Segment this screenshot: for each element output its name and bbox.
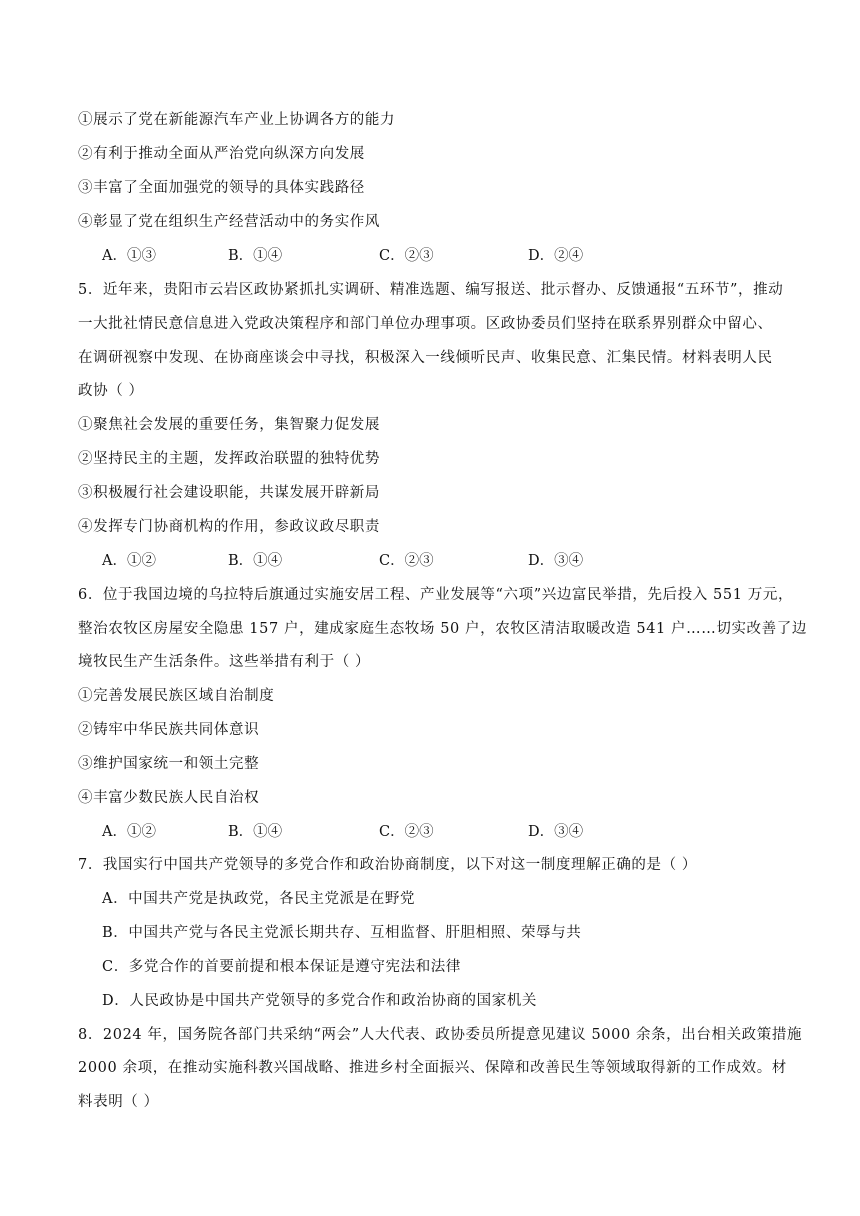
q6-option-d: D．③④ — [528, 824, 584, 840]
q5-statement-2: ②坚持民主的主题，发挥政治联盟的独特优势 — [78, 451, 380, 467]
q7-option-c: C．多党合作的首要前提和根本保证是遵守宪法和法律 — [102, 959, 461, 975]
q8-stem-line-2: 2000 余项，在推动实施科教兴国战略、推进乡村全面振兴、保障和改善民生等领域取得新的工作成效。材 — [78, 1060, 787, 1076]
q6-statement-1: ①完善发展民族区域自治制度 — [78, 688, 275, 704]
q6-stem-line-2: 整治农牧区房屋安全隐患 157 户，建成家庭生态牧场 50 户，农牧区清洁取暖改造 541 户……切实改善了边 — [78, 621, 807, 637]
q4-option-d: D．②④ — [528, 248, 584, 264]
q6-option-a: A．①② — [102, 824, 156, 840]
q5-option-c: C．②③ — [379, 553, 434, 569]
q4-option-c: C．②③ — [379, 248, 434, 264]
q6-statement-4: ④丰富少数民族人民自治权 — [78, 790, 260, 806]
q6-statement-3: ③维护国家统一和领土完整 — [78, 756, 260, 772]
q5-statement-4: ④发挥专门协商机构的作用，参政议政尽职责 — [78, 519, 380, 535]
q6-option-b: B．①④ — [228, 824, 283, 840]
q6-statement-2: ②铸牢中华民族共同体意识 — [78, 722, 260, 738]
q4-statement-3: ③丰富了全面加强党的领导的具体实践路径 — [78, 180, 365, 196]
q4-statement-2: ②有利于推动全面从严治党向纵深方向发展 — [78, 146, 365, 162]
q6-stem-line-3: 境牧民生产生活条件。这些举措有利于（ ） — [78, 654, 371, 670]
q6-stem-line-1: 6．位于我国边境的乌拉特后旗通过实施安居工程、产业发展等“六项”兴边富民举措，先后投入 551 万元， — [78, 587, 794, 603]
q5-stem-line-2: 一大批社情民意信息进入党政决策程序和部门单位办理事项。区政协委员们坚持在联系界别群众中留心、 — [78, 316, 773, 332]
q4-option-b: B．①④ — [228, 248, 283, 264]
q7-option-d: D．人民政协是中国共产党领导的多党合作和政治协商的国家机关 — [102, 993, 538, 1009]
q7-stem-line-1: 7．我国实行中国共产党领导的多党合作和政治协商制度，以下对这一制度理解正确的是（ ） — [78, 857, 698, 873]
q5-stem-line-4: 政协（ ） — [78, 383, 144, 399]
q4-option-a: A．①③ — [102, 248, 156, 264]
q5-option-b: B．①④ — [228, 553, 283, 569]
q6-option-c: C．②③ — [379, 824, 434, 840]
q5-option-a: A．①② — [102, 553, 156, 569]
q7-option-a: A．中国共产党是执政党，各民主党派是在野党 — [102, 891, 416, 907]
q5-option-d: D．③④ — [528, 553, 584, 569]
q8-stem-line-3: 料表明（ ） — [78, 1094, 159, 1110]
q4-statement-4: ④彰显了党在组织生产经营活动中的务实作风 — [78, 214, 380, 230]
q5-statement-3: ③积极履行社会建设职能，共谋发展开辟新局 — [78, 485, 380, 501]
q4-statement-1: ①展示了党在新能源汽车产业上协调各方的能力 — [78, 112, 396, 128]
q7-option-b: B．中国共产党与各民主党派长期共存、互相监督、肝胆相照、荣辱与共 — [102, 925, 582, 941]
q5-stem-line-3: 在调研视察中发现、在协商座谈会中寻找，积极深入一线倾听民声、收集民意、汇集民情。材料表明人民 — [78, 350, 773, 366]
q8-stem-line-1: 8．2024 年，国务院各部门共采纳“两会”人大代表、政协委员所提意见建议 5000 余条，出台相关政策措施 — [78, 1027, 803, 1043]
q5-statement-1: ①聚焦社会发展的重要任务，集智聚力促发展 — [78, 417, 380, 433]
q5-stem-line-1: 5．近年来，贵阳市云岩区政协紧抓扎实调研、精准选题、编写报送、批示督办、反馈通报“五环节”，推动 — [78, 282, 784, 298]
